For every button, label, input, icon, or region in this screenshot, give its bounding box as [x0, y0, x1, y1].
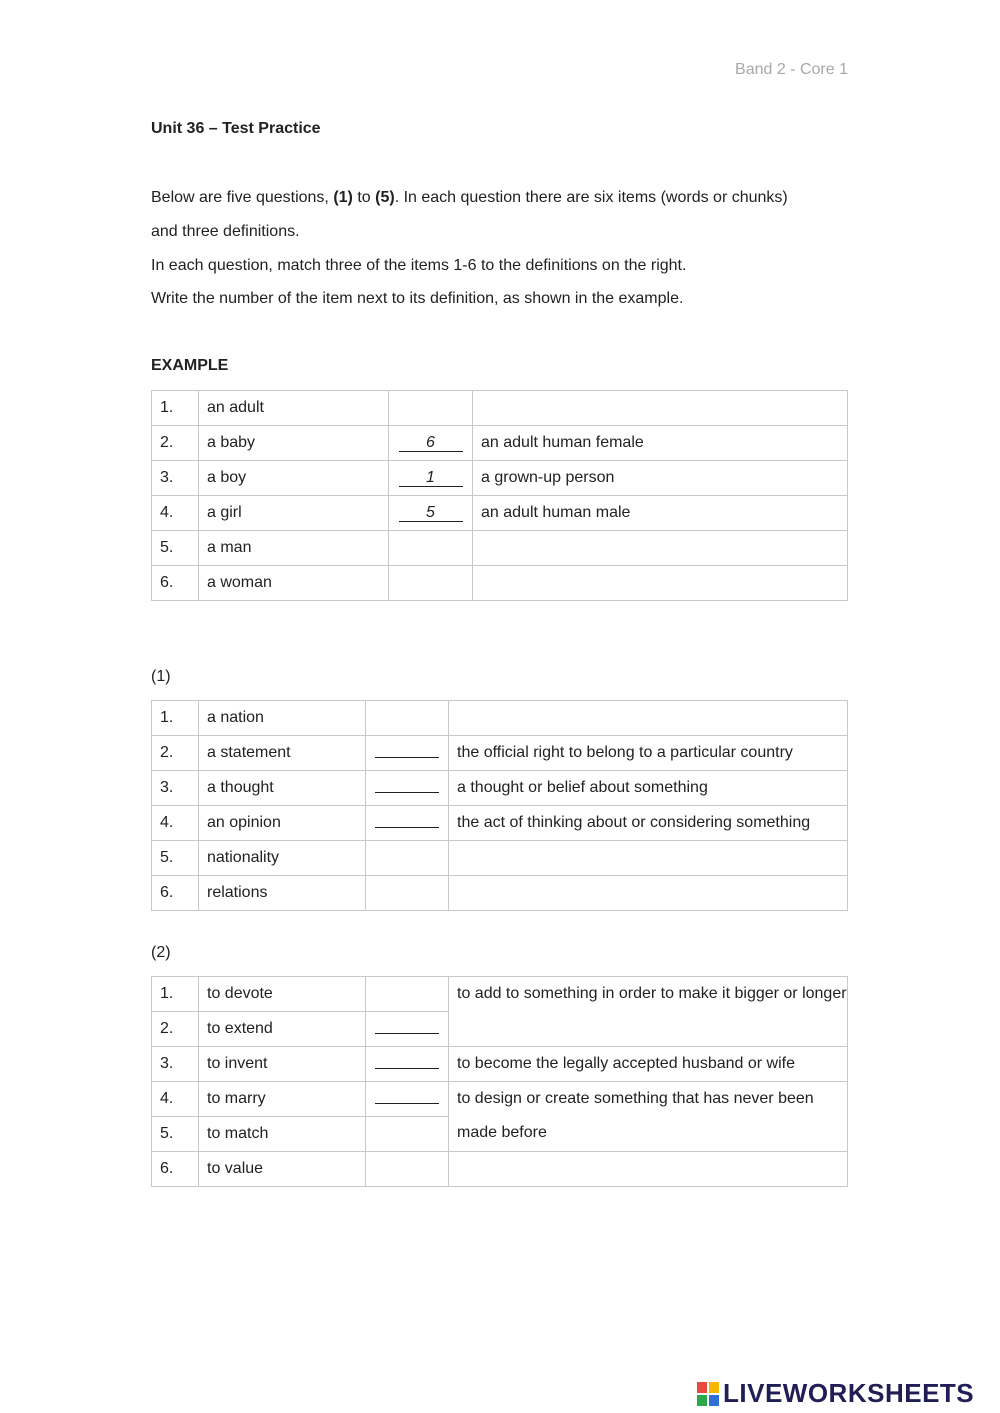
band-label: Band 2 - Core 1 — [735, 61, 848, 78]
table-row — [152, 1047, 848, 1082]
instructions-line-3: In each question, match three of the items 1-6 to the definitions on the right. — [151, 257, 687, 274]
answer-blank[interactable] — [366, 736, 449, 771]
item-text: an opinion — [199, 806, 366, 841]
brand-name: LIVEWORKSHEETS — [723, 1378, 975, 1408]
definition-text: an adult human male — [473, 496, 848, 531]
item-text: a girl — [199, 496, 389, 531]
item-number: 4. — [152, 1082, 199, 1117]
answer-cell — [366, 977, 449, 1012]
answer-blank[interactable] — [366, 806, 449, 841]
instructions-line-4: Write the number of the item next to its definition, as shown in the example. — [151, 290, 684, 307]
definition-text: a thought or belief about something — [449, 771, 848, 806]
table-row — [152, 806, 848, 841]
item-number: 4. — [152, 806, 199, 841]
answer-cell — [366, 841, 449, 876]
instructions-line-1: Below are five questions, (1) to (5). In each question there are six items (words or chunks) — [151, 189, 788, 206]
item-text: a man — [199, 531, 389, 566]
table-row — [152, 771, 848, 806]
definition-cell — [449, 876, 848, 911]
definition-cell — [473, 391, 848, 426]
answer-cell — [366, 1117, 449, 1152]
definition-text: an adult human female — [473, 426, 848, 461]
item-number: 5. — [152, 1117, 199, 1152]
table-row — [152, 391, 848, 426]
item-number: 2. — [152, 1012, 199, 1047]
definition-cell — [473, 566, 848, 601]
item-text: a nation — [199, 701, 366, 736]
item-text: an adult — [199, 391, 389, 426]
answer-cell — [366, 701, 449, 736]
liveworksheets-icon — [697, 1382, 719, 1406]
definition-text: to become the legally accepted husband or wife — [449, 1047, 848, 1082]
item-number: 6. — [152, 1152, 199, 1187]
item-text: nationality — [199, 841, 366, 876]
example-answer: 5 — [399, 505, 463, 522]
table-row — [152, 496, 848, 531]
item-number: 3. — [152, 1047, 199, 1082]
definition-text: a grown-up person — [473, 461, 848, 496]
instructions-line-2: and three definitions. — [151, 223, 300, 240]
answer-cell — [389, 496, 473, 531]
answer-cell — [366, 1152, 449, 1187]
question-1-label: (1) — [151, 668, 171, 685]
item-text: a thought — [199, 771, 366, 806]
item-number: 1. — [152, 701, 199, 736]
table-row — [152, 1152, 848, 1187]
definition-cell — [449, 701, 848, 736]
item-number: 5. — [152, 531, 199, 566]
answer-cell — [389, 426, 473, 461]
question-2-table — [151, 976, 848, 1187]
definition-cell — [449, 1152, 848, 1187]
item-text: to extend — [199, 1012, 366, 1047]
example-answer: 1 — [399, 470, 463, 487]
item-number: 2. — [152, 426, 199, 461]
table-row — [152, 701, 848, 736]
page-title: Unit 36 – Test Practice — [151, 120, 321, 137]
table-row — [152, 1082, 848, 1117]
example-table — [151, 390, 848, 601]
answer-cell — [389, 566, 473, 601]
liveworksheets-logo[interactable] — [697, 1378, 993, 1408]
definition-cell — [473, 531, 848, 566]
table-row — [152, 736, 848, 771]
item-number: 5. — [152, 841, 199, 876]
item-text: to value — [199, 1152, 366, 1187]
item-text: to devote — [199, 977, 366, 1012]
answer-cell — [389, 461, 473, 496]
answer-blank[interactable] — [366, 1012, 449, 1047]
item-number: 6. — [152, 566, 199, 601]
answer-blank[interactable] — [366, 1047, 449, 1082]
definition-text: to add to something in order to make it bigger or longer — [449, 977, 848, 1047]
table-row — [152, 461, 848, 496]
item-text: to match — [199, 1117, 366, 1152]
item-text: relations — [199, 876, 366, 911]
item-number: 6. — [152, 876, 199, 911]
item-text: a statement — [199, 736, 366, 771]
item-number: 1. — [152, 391, 199, 426]
item-number: 1. — [152, 977, 199, 1012]
definition-text: the act of thinking about or considering something — [449, 806, 848, 841]
item-text: a baby — [199, 426, 389, 461]
definition-text: to design or create something that has never been made before — [449, 1082, 848, 1152]
table-row — [152, 531, 848, 566]
question-2-label: (2) — [151, 944, 171, 961]
item-text: a woman — [199, 566, 389, 601]
answer-blank[interactable] — [366, 1082, 449, 1117]
answer-cell — [366, 876, 449, 911]
definition-text: the official right to belong to a particular country — [449, 736, 848, 771]
item-number: 3. — [152, 461, 199, 496]
definition-cell — [449, 841, 848, 876]
item-number: 3. — [152, 771, 199, 806]
table-row — [152, 566, 848, 601]
answer-blank[interactable] — [366, 771, 449, 806]
answer-cell — [389, 531, 473, 566]
table-row — [152, 426, 848, 461]
example-label: EXAMPLE — [151, 357, 229, 374]
question-1-table — [151, 700, 848, 911]
item-number: 4. — [152, 496, 199, 531]
item-text: to marry — [199, 1082, 366, 1117]
example-answer: 6 — [399, 435, 463, 452]
table-row — [152, 841, 848, 876]
item-text: to invent — [199, 1047, 366, 1082]
answer-cell — [389, 391, 473, 426]
table-row — [152, 977, 848, 1012]
item-number: 2. — [152, 736, 199, 771]
table-row — [152, 876, 848, 911]
item-text: a boy — [199, 461, 389, 496]
